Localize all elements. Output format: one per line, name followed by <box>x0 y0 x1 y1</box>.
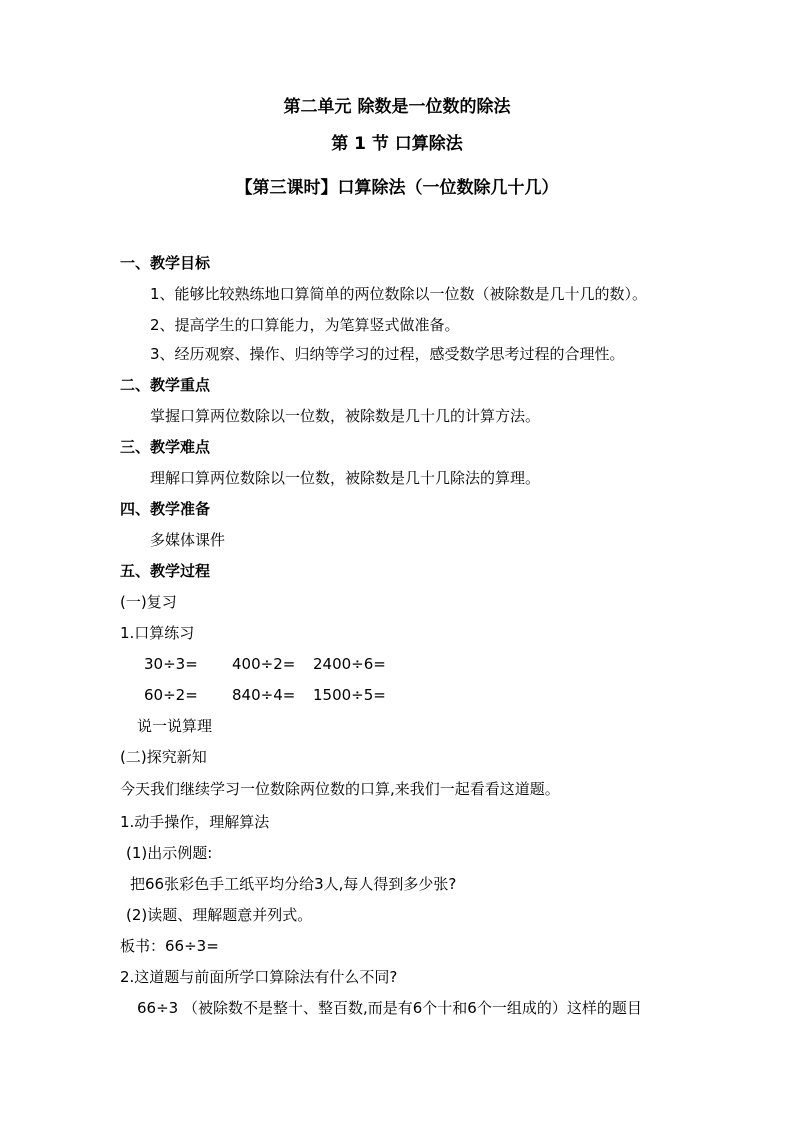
goals-heading: 一、教学目标 <box>120 254 211 272</box>
practice-problem: 2400÷6= <box>313 655 386 673</box>
explain-label: 说一说算理 <box>137 717 213 735</box>
lesson-title: 【第三课时】口算除法（一位数除几十几） <box>235 178 559 198</box>
review-label: (一)复习 <box>120 593 177 611</box>
explore-label: (二)探究新知 <box>120 748 207 766</box>
step1-label: 1.动手操作，理解算法 <box>120 813 270 831</box>
step2-text: 66÷3 （被除数不是整十、整百数,而是有6个十和6个一组成的）这样的题目 <box>137 999 642 1017</box>
read-label: (2)读题、理解题意并列式。 <box>126 906 313 924</box>
example-label: (1)出示例题: <box>126 844 213 862</box>
oral-practice-label: 1.口算练习 <box>120 624 195 642</box>
goal-item: 2、提高学生的口算能力，为笔算竖式做准备。 <box>150 316 460 334</box>
section-title: 第 1 节 口算除法 <box>331 134 463 154</box>
difficulty-heading: 三、教学难点 <box>120 438 211 456</box>
example-text: 把66张彩色手工纸平均分给3人,每人得到多少张? <box>130 875 457 893</box>
key-points-text: 掌握口算两位数除以一位数，被除数是几十几的计算方法。 <box>150 407 541 425</box>
practice-problem: 60÷2= <box>144 686 198 704</box>
board-text: 板书：66÷3= <box>120 937 219 955</box>
goal-item: 3、经历观察、操作、归纳等学习的过程，感受数学思考过程的合理性。 <box>150 345 625 363</box>
practice-problem: 1500÷5= <box>313 686 386 704</box>
practice-problem: 840÷4= <box>232 686 296 704</box>
process-heading: 五、教学过程 <box>120 562 211 580</box>
step2-label: 2.这道题与前面所学口算除法有什么不同? <box>120 968 398 986</box>
goal-item: 1、能够比较熟练地口算简单的两位数除以一位数（被除数是几十几的数）。 <box>150 285 648 303</box>
preparation-text: 多媒体课件 <box>150 531 226 549</box>
practice-problem: 30÷3= <box>144 655 198 673</box>
difficulty-text: 理解口算两位数除以一位数，被除数是几十几除法的算理。 <box>150 469 541 487</box>
unit-title: 第二单元 除数是一位数的除法 <box>283 97 511 117</box>
key-points-heading: 二、教学重点 <box>120 376 211 394</box>
preparation-heading: 四、教学准备 <box>120 500 211 518</box>
intro-text: 今天我们继续学习一位数除两位数的口算,来我们一起看看这道题。 <box>120 780 560 798</box>
practice-problem: 400÷2= <box>232 655 296 673</box>
